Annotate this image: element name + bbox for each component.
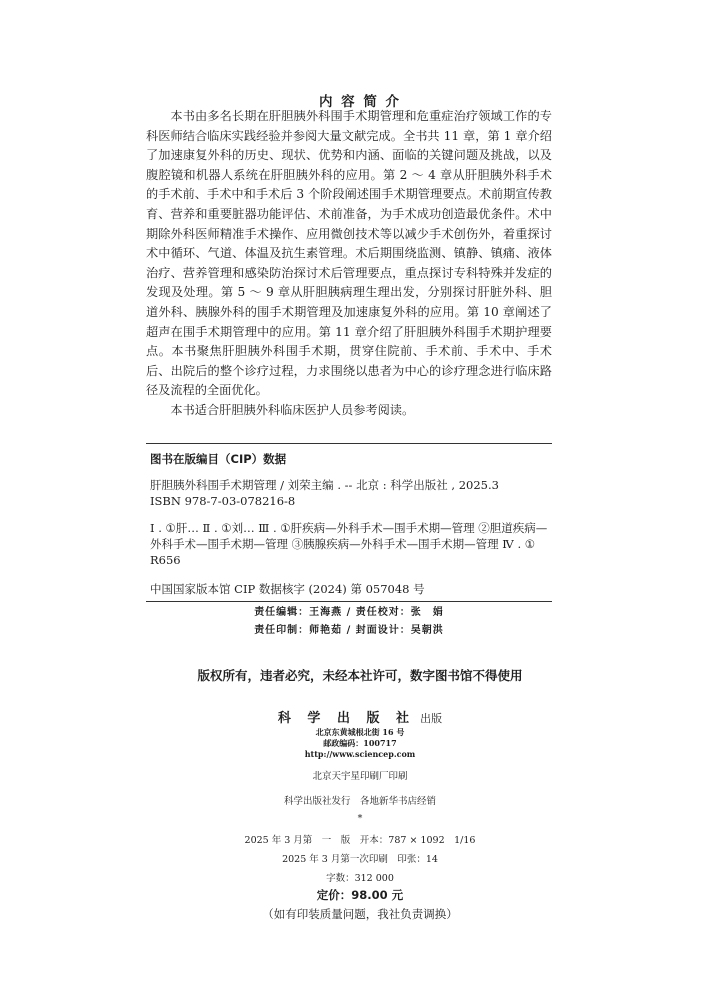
publisher-postcode: 邮政编码：100717 xyxy=(323,738,397,748)
cip-classification: Ⅰ . ①肝… Ⅱ . ①刘… Ⅲ . ①肝疾病—外科手术—围手术期—管理 ②胆道疾病—外科手术—围手术期—管理 ③胰腺疾病—外科手术—围手术期—管理 Ⅳ . ① R656 xyxy=(150,521,548,567)
staff-line-1: 责任编辑：王海燕 / 责任校对：张 娟 xyxy=(254,607,444,618)
printing-info: 2025 年 3 月第一次印刷 印张：14 xyxy=(282,854,438,865)
divider xyxy=(146,443,552,444)
separator-star: * xyxy=(357,813,363,824)
price: 定价：98.00 元 xyxy=(316,888,404,902)
publisher-suffix: 出版 xyxy=(420,712,443,725)
summary-title: 内 容 简 介 xyxy=(318,94,402,110)
publisher-url[interactable]: http://www.sciencep.com xyxy=(304,749,416,759)
copyright-notice: 版权所有，违者必究，未经本社许可，数字图书馆不得使用 xyxy=(197,668,523,683)
divider xyxy=(146,601,552,602)
publisher-address: 北京东黄城根北街 16 号 xyxy=(315,727,405,737)
cip-record: 中国国家版本馆 CIP 数据核字 (2024) 第 057048 号 xyxy=(150,582,425,596)
cip-heading: 图书在版编目（CIP）数据 xyxy=(150,452,287,466)
publisher-name: 科 学 出 版 社 xyxy=(277,711,415,726)
edition-info: 2025 年 3 月第 一 版 开本：787 × 1092 1/16 xyxy=(244,835,476,846)
staff-line-2: 责任印制：师艳茹 / 封面设计：吴朝洪 xyxy=(254,625,444,636)
cip-title-line: 肝胆胰外科围手术期管理 / 刘荣主编 . -- 北京 : 科学出版社 , 2025.3 xyxy=(150,478,499,492)
summary-paragraph: 本书适合肝胆胰外科临床医护人员参考阅读。 xyxy=(170,402,415,417)
cip-isbn: ISBN 978-7-03-078216-8 xyxy=(150,494,296,508)
summary-paragraph: 本书由多名长期在肝胆胰外科围手术期管理和危重症治疗领域工作的专科医师结合临床实践经验并参阅大量文献完成。全书共 11 章，第 1 章介绍了加速康复外科的历史、现状、优势和内涵、面临的关键问题及挑战，以及腹腔镜和机器人系统在肝胆胰外科的应用。第 2 ～ 4 章从肝胆胰外科手术的手术前、手术中和手术后 3 个阶段阐述围手术期管理要点。术前期宣传教育、营养和重要脏器功能评估、术前准备，为手术成功创造最优条件。术中期除外科医师精准手术操作、应用微创技术等以减少手术创伤外，着重探讨术中循环、气道、体温及抗生素管理。术后期围绕监测、镇静、镇痛、液体治疗、营养管理和感染防治探讨术后管理要点，重点探讨专科特殊并发症的发现及处理。第 5 ～ 9 章从肝胆胰病理生理出发，分别探讨肝脏外科、胆道外科、胰腺外科的围手术期管理及加速康复外科的应用。第 10 章阐述了超声在围手术期管理中的应用。第 11 章介绍了肝胆胰外科围手术期护理要点。本书聚焦肝胆胰外科围手术期，贯穿住院前、手术前、手术中、手术后、出院后的整个诊疗过程，力求围绕以患者为中心的诊疗理念进行临床路径及流程的全面优化。 xyxy=(146,109,552,398)
quality-notice: （如有印装质量问题，我社负责调换） xyxy=(262,907,458,921)
word-count: 字数：312 000 xyxy=(326,873,394,884)
summary-body xyxy=(146,107,552,421)
distribution: 科学出版社发行 各地新华书店经销 xyxy=(283,796,436,807)
publisher-line xyxy=(0,707,720,726)
printer: 北京天宇星印刷厂印刷 xyxy=(312,771,408,782)
